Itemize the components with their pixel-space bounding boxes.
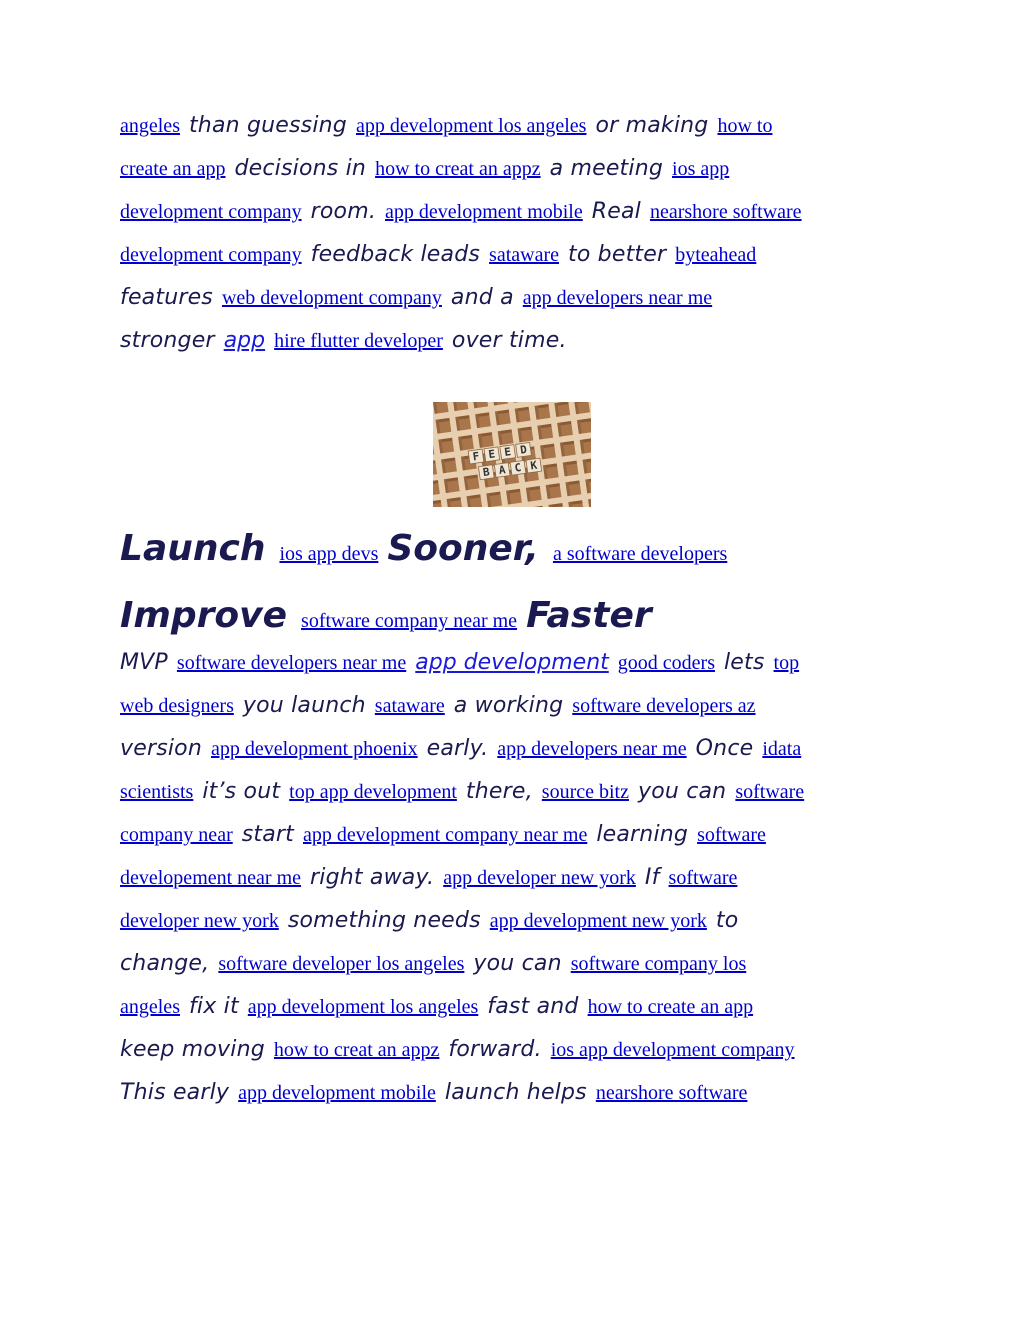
keyword-link[interactable]: how to creat an appz — [375, 158, 541, 180]
para2-line-10 — [120, 1037, 804, 1062]
keyword-link[interactable]: company near — [120, 824, 233, 846]
keyword-link[interactable]: ios app development company — [550, 1039, 795, 1061]
keyword-link[interactable]: software — [735, 781, 805, 803]
app-link[interactable]: app — [223, 328, 266, 353]
tile-letter: E — [487, 447, 497, 462]
keyword-link[interactable]: top app development — [289, 781, 457, 803]
body-text: MVP — [120, 650, 168, 675]
tile-letter: D — [519, 442, 528, 457]
tile-letter: E — [503, 445, 512, 459]
body-text: you can — [637, 779, 727, 804]
body-text: something needs — [287, 908, 481, 933]
para2-line-3 — [120, 736, 810, 761]
body-text: a meeting — [549, 156, 664, 181]
body-text: keep moving — [120, 1037, 265, 1062]
body-text: Real — [591, 199, 641, 224]
keyword-link[interactable]: software company los — [570, 953, 747, 975]
keyword-link[interactable]: web development company — [221, 287, 442, 309]
keyword-link[interactable]: web designers — [120, 695, 234, 717]
body-text: a working — [453, 693, 564, 718]
keyword-link[interactable]: a software developers — [552, 543, 728, 565]
keyword-link[interactable]: top — [773, 652, 800, 674]
para2-line-6 — [120, 865, 746, 890]
keyword-link[interactable]: scientists — [120, 781, 194, 803]
keyword-link[interactable]: app development los angeles — [247, 996, 479, 1018]
keyword-link[interactable]: source bitz — [541, 781, 629, 803]
para2-line-7 — [120, 908, 747, 933]
tile-letter: K — [529, 458, 539, 473]
keyword-link[interactable]: app development company near me — [302, 824, 588, 846]
body-text: version — [120, 736, 202, 761]
body-text: early. — [426, 736, 489, 761]
para1-line-5 — [120, 285, 721, 310]
body-text: forward. — [448, 1037, 542, 1062]
body-text: lets — [723, 650, 765, 675]
para2-line-2 — [120, 693, 765, 718]
body-text: launch helps — [444, 1080, 587, 1105]
body-text: If — [644, 865, 660, 890]
para2-line-5 — [120, 822, 775, 847]
keyword-link[interactable]: sataware — [374, 695, 445, 717]
keyword-link[interactable]: angeles — [120, 996, 180, 1018]
app-development-link[interactable]: app development — [415, 650, 609, 675]
keyword-link[interactable]: sataware — [489, 244, 559, 266]
body-text: you launch — [242, 693, 366, 718]
para1-line-6 — [120, 328, 576, 353]
keyword-link[interactable]: ios app — [672, 158, 730, 180]
keyword-link[interactable]: hire flutter developer — [274, 330, 443, 352]
keyword-link[interactable]: app development los angeles — [355, 115, 587, 137]
para2-line-8 — [120, 951, 755, 976]
body-text: fix it — [188, 994, 239, 1019]
keyword-link[interactable]: software — [697, 824, 766, 846]
tile-letter: A — [497, 463, 507, 477]
body-text: features — [120, 285, 213, 310]
keyword-link[interactable]: app developers near me — [522, 287, 713, 309]
body-text: and a — [450, 285, 514, 310]
keyword-link[interactable]: byteahead — [675, 244, 757, 266]
keyword-link[interactable]: how to create an app — [587, 996, 754, 1018]
body-text: you can — [473, 951, 562, 976]
body-text: room. — [310, 199, 377, 224]
keyword-link[interactable]: good coders — [617, 652, 715, 674]
keyword-link[interactable]: software developers near me — [176, 652, 407, 674]
keyword-link[interactable]: nearshore software — [595, 1082, 748, 1104]
body-text: stronger — [120, 328, 215, 353]
heading-line-2 — [120, 595, 666, 636]
body-text: feedback leads — [310, 242, 481, 267]
keyword-link[interactable]: app development mobile — [238, 1082, 436, 1104]
body-text: start — [241, 822, 294, 847]
keyword-link[interactable]: app developer new york — [443, 867, 636, 889]
keyword-link[interactable]: app development mobile — [385, 201, 583, 223]
keyword-link[interactable]: angeles — [120, 115, 180, 137]
heading-word: Launch — [120, 528, 266, 569]
feedback-image — [433, 402, 591, 507]
keyword-link[interactable]: software developers az — [572, 695, 756, 717]
keyword-link[interactable]: how to — [717, 115, 773, 137]
keyword-link[interactable]: developer new york — [120, 910, 279, 932]
body-text: decisions in — [234, 156, 367, 181]
keyword-link[interactable]: create an app — [120, 158, 226, 180]
body-text: to — [715, 908, 739, 933]
heading-word: Faster — [526, 595, 652, 636]
body-text: right away. — [310, 865, 435, 890]
body-text: learning — [596, 822, 689, 847]
tile-letter: B — [482, 465, 491, 480]
body-text: there, — [465, 779, 533, 804]
tile-letter: C — [513, 460, 523, 475]
para1-line-2 — [120, 156, 738, 181]
body-text: over time. — [451, 328, 567, 353]
body-text: to better — [568, 242, 667, 267]
body-text: Once — [695, 736, 754, 761]
keyword-link[interactable]: idata — [762, 738, 802, 760]
body-text: fast and — [487, 994, 579, 1019]
para2-line-4 — [120, 779, 813, 804]
keyword-link[interactable]: software developer los angeles — [218, 953, 465, 975]
tile-letter: F — [471, 449, 481, 464]
keyword-link[interactable]: software company near me — [301, 610, 518, 632]
para2-line-9 — [120, 994, 762, 1019]
keyword-link[interactable]: how to creat an appz — [273, 1039, 440, 1061]
keyword-link[interactable]: development company — [120, 244, 302, 266]
keyword-link[interactable]: ios app devs — [279, 543, 379, 565]
keyword-link[interactable]: developement near me — [120, 867, 302, 889]
keyword-link[interactable]: app developers near me — [497, 738, 687, 760]
keyword-link[interactable]: development company — [120, 201, 302, 223]
keyword-link[interactable]: nearshore software — [649, 201, 802, 223]
para2-line-1 — [120, 650, 808, 675]
para2-line-11 — [120, 1080, 756, 1105]
heading-word: Improve — [120, 595, 288, 636]
keyword-link[interactable]: app development phoenix — [210, 738, 418, 760]
body-text: than guessing — [188, 113, 347, 138]
keyword-link[interactable]: software — [668, 867, 738, 889]
heading-line-1 — [120, 528, 736, 569]
heading-word: Sooner, — [387, 528, 539, 569]
para1-line-3 — [120, 199, 811, 224]
body-text: it’s out — [202, 779, 281, 804]
para1-line-1 — [120, 113, 781, 138]
body-text: or making — [595, 113, 709, 138]
body-text: change, — [120, 951, 210, 976]
body-text: This early — [120, 1080, 230, 1105]
para1-line-4 — [120, 242, 765, 267]
keyword-link[interactable]: app development new york — [489, 910, 707, 932]
